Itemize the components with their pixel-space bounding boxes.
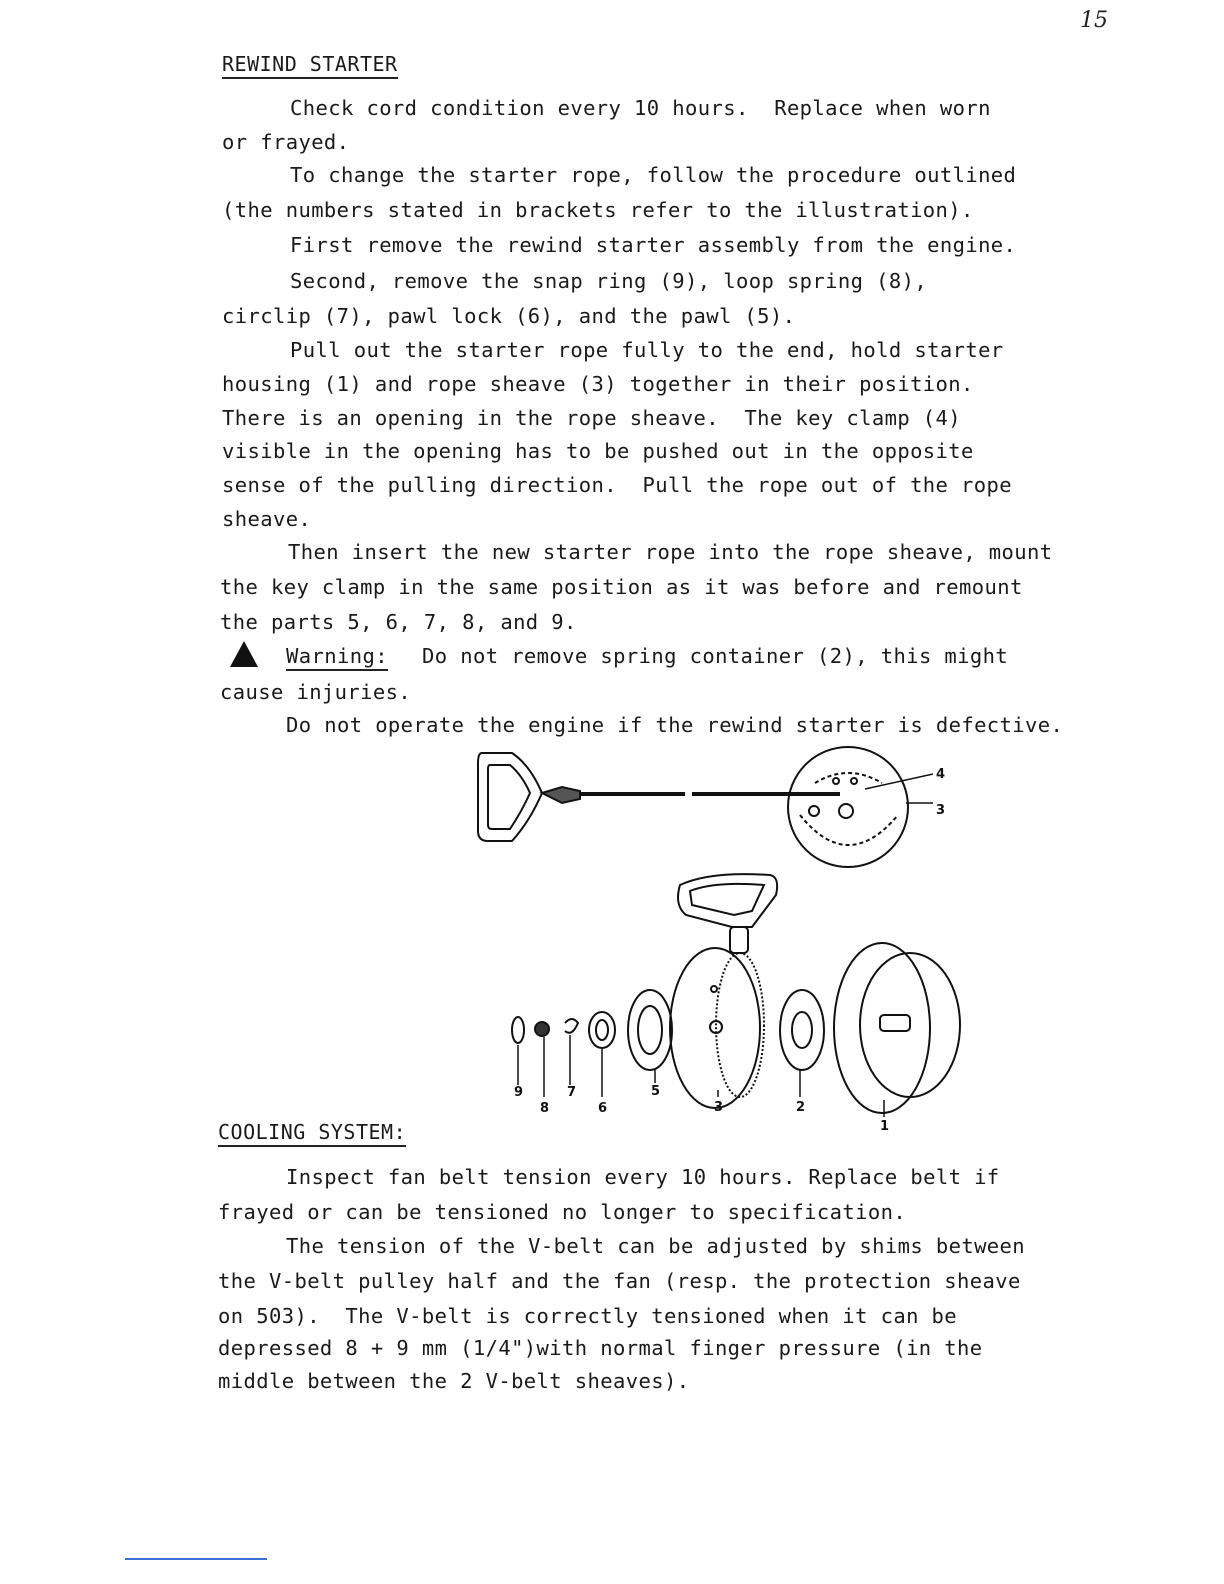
label-5: 5 xyxy=(651,1084,661,1099)
warning-label: Warning: xyxy=(286,643,388,671)
exploded-view xyxy=(512,874,960,1117)
page-number: 15 xyxy=(1080,8,1108,33)
cooling-line: middle between the 2 V-belt sheaves). xyxy=(218,1369,690,1393)
handle-rope-sheave-view xyxy=(478,747,933,867)
rewind-line: the parts 5, 6, 7, 8, and 9. xyxy=(220,610,577,634)
rewind-line: (the numbers stated in brackets refer to the illustration). xyxy=(222,198,974,222)
cooling-line: frayed or can be tensioned no longer to specification. xyxy=(218,1200,907,1224)
label-1: 1 xyxy=(880,1119,890,1134)
rewind-line: sheave. xyxy=(222,507,312,531)
rewind-line: the key clamp in the same position as it was before and remount xyxy=(220,575,1023,599)
rewind-line: visible in the opening has to be pushed out in the opposite xyxy=(222,439,974,463)
cooling-line: depressed 8 + 9 mm (1/4")with normal finger pressure (in the xyxy=(218,1336,983,1360)
rewind-line: Pull out the starter rope fully to the end, hold starter xyxy=(290,338,1004,362)
rewind-final-line: Do not operate the engine if the rewind starter is defective. xyxy=(286,713,1064,737)
label-7: 7 xyxy=(567,1085,577,1100)
label-4: 4 xyxy=(936,767,946,782)
cooling-line: on 503). The V-belt is correctly tensioned when it can be xyxy=(218,1304,958,1328)
rewind-starter-heading: REWIND STARTER xyxy=(222,52,398,79)
warning-text: Do not remove spring container (2), this might xyxy=(422,644,1009,668)
rewind-line: circlip (7), pawl lock (6), and the pawl (5). xyxy=(222,304,796,328)
label-2: 2 xyxy=(796,1100,806,1115)
label-3: 3 xyxy=(714,1100,724,1115)
rewind-line: or frayed. xyxy=(222,130,350,154)
rewind-line: To change the starter rope, follow the procedure outlined xyxy=(290,163,1017,187)
label-9: 9 xyxy=(514,1085,524,1100)
rewind-line: Check cord condition every 10 hours. Replace when worn xyxy=(290,96,991,120)
rewind-line: sense of the pulling direction. Pull the rope out of the rope xyxy=(222,473,1013,497)
rewind-line: There is an opening in the rope sheave. The key clamp (4) xyxy=(222,406,962,430)
rewind-line: Second, remove the snap ring (9), loop spring (8), xyxy=(290,269,928,293)
label-3-top: 3 xyxy=(936,803,946,818)
rewind-line: housing (1) and rope sheave (3) together in their position. xyxy=(222,372,974,396)
rewind-line: Then insert the new starter rope into the rope sheave, mount xyxy=(288,540,1053,564)
footer-rule xyxy=(125,1558,267,1560)
label-8: 8 xyxy=(540,1101,550,1116)
cooling-line: Inspect fan belt tension every 10 hours. Replace belt if xyxy=(286,1165,1000,1189)
rewind-line: First remove the rewind starter assembly from the engine. xyxy=(290,233,1017,257)
cooling-system-heading: COOLING SYSTEM: xyxy=(218,1120,406,1147)
warning-continuation: cause injuries. xyxy=(220,680,412,704)
cooling-line: the V-belt pulley half and the fan (resp. the protection sheave xyxy=(218,1269,1021,1293)
label-6: 6 xyxy=(598,1101,608,1116)
rewind-starter-illustration xyxy=(470,745,970,1140)
cooling-line: The tension of the V-belt can be adjusted by shims between xyxy=(286,1234,1026,1258)
warning-icon xyxy=(230,641,258,667)
